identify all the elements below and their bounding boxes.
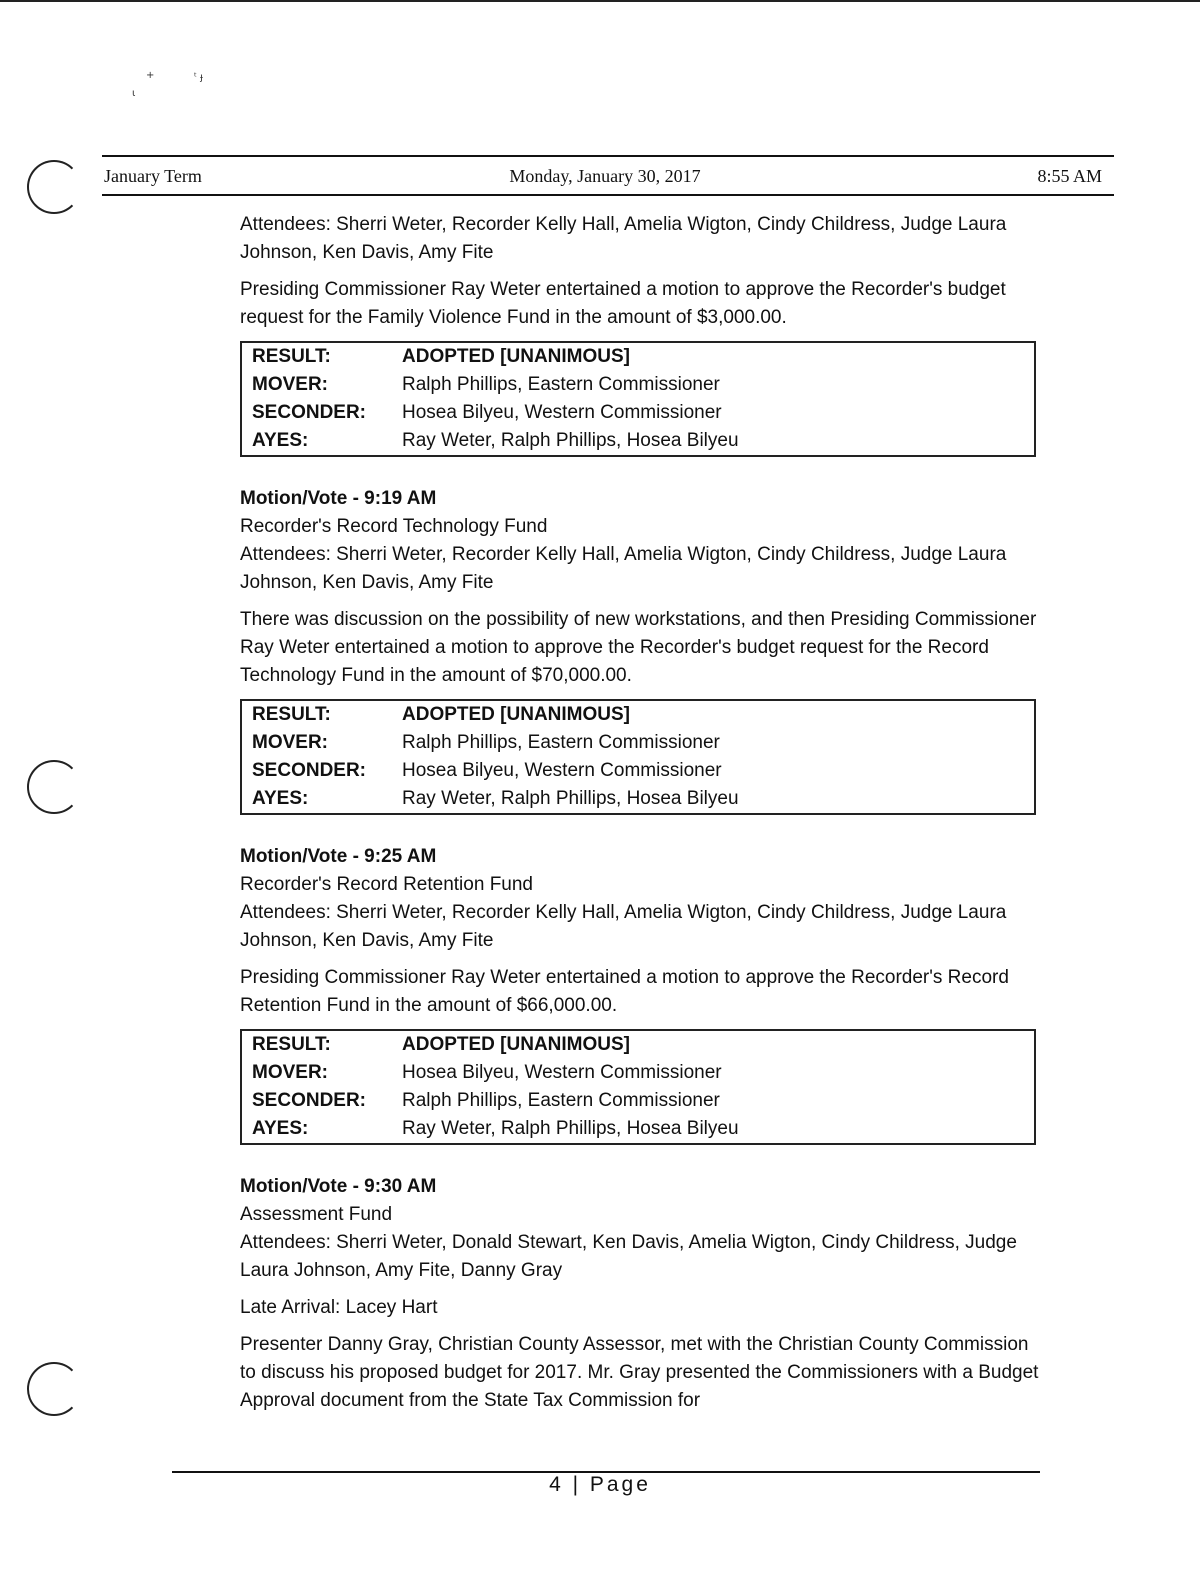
header-term: January Term — [104, 166, 202, 186]
vote-ayes: Ray Weter, Ralph Phillips, Hosea Bilyeu — [402, 788, 739, 809]
vote-ayes: Ray Weter, Ralph Phillips, Hosea Bilyeu — [402, 430, 739, 451]
attendees-text: Attendees: Sherri Weter, Recorder Kelly Hall, Amelia Wigton, Cindy Childress, Judge Laura Johnson, Ken Davis, Amy Fite — [240, 214, 1007, 263]
vote-mover: Ralph Phillips, Eastern Commissioner — [402, 732, 720, 753]
vote-label: RESULT: — [252, 704, 331, 725]
vote-label: MOVER: — [252, 732, 328, 753]
vote-mover: Hosea Bilyeu, Western Commissioner — [402, 1062, 722, 1083]
attendees-text: Attendees: Sherri Weter, Recorder Kelly Hall, Amelia Wigton, Cindy Childress, Judge Laura Johnson, Ken Davis, Amy Fite — [240, 902, 1007, 951]
motion-text: Presiding Commissioner Ray Weter entertained a motion to approve the Recorder's budget request for the Family Violence Fund in the amount of $3,000.00. — [240, 279, 1006, 328]
vote-row-ayes — [241, 785, 1035, 814]
vote-seconder: Hosea Bilyeu, Western Commissioner — [402, 402, 722, 423]
motion-text: There was discussion on the possibility of new workstations, and then Presiding Commissioner Ray Weter entertained a motion to approve the Recorder's budget request for the Record Technology Fund in the amount of $70,000.00. — [240, 609, 1037, 686]
page-number: 4 | Page — [549, 1473, 651, 1496]
vote-row-seconder — [241, 1087, 1035, 1115]
vote-row-result — [241, 700, 1035, 729]
vote-row-seconder — [241, 757, 1035, 785]
motion-text: Presiding Commissioner Ray Weter entertained a motion to approve the Recorder's Record Retention Fund in the amount of $66,000.00. — [240, 967, 1009, 1016]
attendees-text: Attendees: Sherri Weter, Recorder Kelly Hall, Amelia Wigton, Cindy Childress, Judge Laura Johnson, Ken Davis, Amy Fite — [240, 544, 1007, 593]
scan-speck: ᵗ ɟ — [194, 72, 203, 83]
vote-label: RESULT: — [252, 1034, 331, 1055]
vote-seconder: Hosea Bilyeu, Western Commissioner — [402, 760, 722, 781]
vote-row-ayes — [241, 1115, 1035, 1144]
vote-row-ayes — [241, 427, 1035, 456]
header-date: Monday, January 30, 2017 — [509, 166, 701, 186]
motion-vote-heading: Motion/Vote - 9:19 AM — [240, 488, 437, 509]
motion-vote-heading: Motion/Vote - 9:25 AM — [240, 846, 437, 867]
vote-result: ADOPTED [UNANIMOUS] — [402, 346, 630, 367]
late-arrival-text: Late Arrival: Lacey Hart — [240, 1297, 438, 1318]
vote-row-mover — [241, 1059, 1035, 1087]
vote-ayes: Ray Weter, Ralph Phillips, Hosea Bilyeu — [402, 1118, 739, 1139]
vote-result: ADOPTED [UNANIMOUS] — [402, 704, 630, 725]
vote-mover: Ralph Phillips, Eastern Commissioner — [402, 374, 720, 395]
vote-result: ADOPTED [UNANIMOUS] — [402, 1034, 630, 1055]
header-bottom-rule — [102, 194, 1114, 196]
minutes-body — [240, 211, 1040, 1415]
vote-result-table — [240, 1029, 1036, 1145]
vote-label: RESULT: — [252, 346, 331, 367]
vote-label: SECONDER: — [252, 1090, 367, 1111]
header-time: 8:55 AM — [1037, 166, 1102, 186]
motion-subject: Recorder's Record Technology Fund — [240, 516, 548, 537]
vote-result-table — [240, 699, 1036, 815]
header-top-rule — [102, 155, 1114, 157]
vote-label: SECONDER: — [252, 760, 367, 781]
scan-speck: ɩ — [132, 88, 136, 99]
vote-row-seconder — [241, 399, 1035, 427]
motion-text: Presenter Danny Gray, Christian County Assessor, met with the Christian County Commission to discuss his proposed budget for 2017. Mr. Gray presented the Commissioners with a Budget Approval document from the State Tax Commission for — [240, 1334, 1039, 1411]
scan-top-border — [0, 0, 1200, 2]
vote-label: MOVER: — [252, 1062, 328, 1083]
vote-row-mover — [241, 729, 1035, 757]
vote-row-result — [241, 342, 1035, 371]
punch-hole-icon — [27, 760, 81, 814]
motion-vote-heading: Motion/Vote - 9:30 AM — [240, 1176, 437, 1197]
vote-label: AYES: — [252, 788, 309, 809]
motion-subject: Recorder's Record Retention Fund — [240, 874, 533, 895]
vote-label: MOVER: — [252, 374, 328, 395]
motion-subject: Assessment Fund — [240, 1204, 393, 1225]
vote-label: AYES: — [252, 1118, 309, 1139]
punch-hole-icon — [27, 1362, 81, 1416]
vote-row-result — [241, 1030, 1035, 1059]
vote-label: SECONDER: — [252, 402, 367, 423]
vote-seconder: Ralph Phillips, Eastern Commissioner — [402, 1090, 720, 1111]
vote-row-mover — [241, 371, 1035, 399]
scan-speck: + — [146, 70, 155, 81]
vote-label: AYES: — [252, 430, 309, 451]
vote-result-table — [240, 341, 1036, 457]
attendees-text: Attendees: Sherri Weter, Donald Stewart, Ken Davis, Amelia Wigton, Cindy Childress, Judge Laura Johnson, Amy Fite, Danny Gray — [240, 1232, 1017, 1281]
